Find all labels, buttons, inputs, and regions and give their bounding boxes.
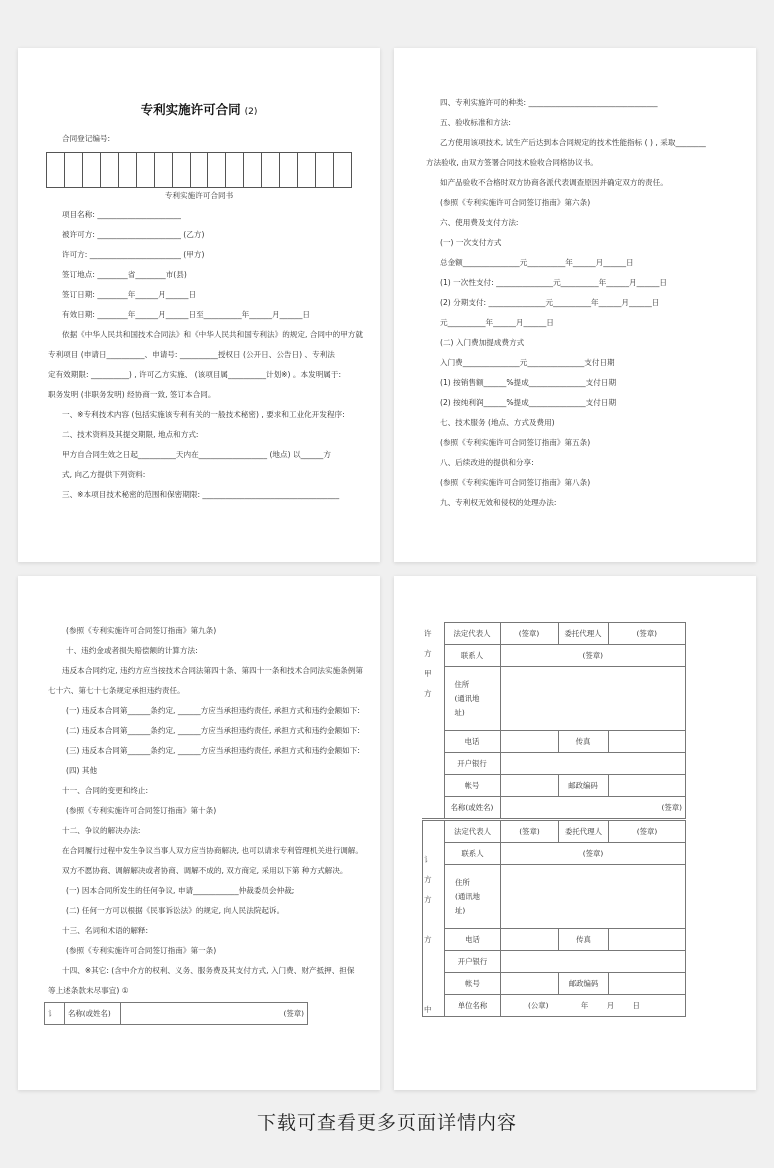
account-label: 帐号: [445, 973, 501, 995]
bank-value: [500, 753, 686, 775]
grid-cell: [101, 153, 119, 187]
text-line: (参照《专利实施许可合同签订指南》第九条): [66, 626, 217, 635]
document-title: [18, 100, 380, 118]
bank-label: 开户银行: [445, 951, 501, 973]
text-line: (参照《专利实施许可合同签订指南》第五条): [440, 438, 591, 447]
download-caption[interactable]: 下载可查看更多页面详情内容: [256, 1112, 517, 1134]
text-line: (三) 违反本合同第______条约定, ______方应当承担违约责任, 承担方式和违约金额如下:: [66, 746, 360, 755]
text-line: 一、※专利技术内容 (包括实施该专利有关的一般技术秘密) , 要求和工业化开发程序:: [62, 410, 345, 419]
text-line: 如产品验收不合格时双方协商各派代表调查原因并确定双方的责任。: [440, 178, 668, 187]
party-a-table: [422, 622, 686, 819]
account-label: 帐号: [444, 775, 500, 797]
grid-cell: [47, 153, 65, 187]
text-line: (2) 按纯利润______%提成_______________支付日期: [440, 398, 617, 407]
fax-label: 传真: [558, 731, 608, 753]
text-line: (参照《专利实施许可合同签订指南》第六条): [440, 198, 591, 207]
text-line: 乙方使用该项技术, 试生产后达到本合同规定的技术性能指标 ( ) , 采取________: [440, 138, 706, 147]
text-line: 七十六、第七十七条规定承担违约责任。: [48, 686, 185, 695]
text-line: (四) 其他: [66, 766, 98, 775]
edge-char: 方: [424, 689, 432, 698]
grid-cell: [173, 153, 191, 187]
text-line: 元__________年______月______日: [440, 318, 554, 327]
bank-value: [501, 951, 686, 973]
rep-seal: (签章): [501, 821, 559, 843]
text-line: (二) 违反本合同第______条约定, ______方应当承担违约责任, 承担方式和违约金额如下:: [66, 726, 360, 735]
grid-cell: [244, 153, 262, 187]
text-line: 三、※本项目技术秘密的范围和保密期限: ____________________________________: [62, 490, 340, 499]
party-b-table: [422, 820, 686, 1017]
postcode-value: [608, 775, 686, 797]
fax-value: [608, 731, 686, 753]
text-line: 等上述条款未尽事宜) ①: [48, 986, 129, 995]
text-line: 签订地点: ________省________市(县): [62, 270, 187, 279]
contact-label: 联系人: [444, 645, 500, 667]
text-line: 十三、名词和术语的解释:: [62, 926, 149, 935]
text-line: 定有效期限: __________) , 许可乙方实施、 (该项目属__________计划※) 。本发明属于:: [48, 370, 342, 379]
grid-cell: [298, 153, 316, 187]
grid-cell: [155, 153, 173, 187]
seal-label: (签章): [121, 1003, 308, 1025]
text-line: 职务发明 (非职务发明) 经协商一致, 签订本合同。: [48, 390, 216, 399]
text-line: 四、专利实施许可的种类: __________________________________: [440, 98, 658, 107]
phone-value: [500, 731, 558, 753]
reg-no-label: 合同登记编号:: [62, 134, 111, 143]
text-line: 签订日期: ________年______月______日: [62, 290, 197, 299]
title-subtitle: (2): [244, 107, 258, 117]
text-line: 有效日期: ________年______月______日至__________年______月______日: [62, 310, 310, 319]
text-line: 十一、合同的变更和终止:: [62, 786, 149, 795]
rep-label: 法定代表人: [444, 623, 500, 645]
account-value: [501, 973, 559, 995]
account-value: [500, 775, 558, 797]
document-page-4: [394, 576, 756, 1090]
text-line: 五、验收标准和方法:: [440, 118, 511, 127]
text-line: (一) 违反本合同第______条约定, ______方应当承担违约责任, 承担方式和违约金额如下:: [66, 706, 360, 715]
text-line: 被许可方: ______________________ (乙方): [62, 230, 205, 239]
address-label: 住所 (通讯地 址): [444, 667, 500, 731]
table-edge-char: 讠: [45, 1003, 65, 1025]
postcode-label: 邮政编码: [558, 775, 608, 797]
grid-cell: [119, 153, 137, 187]
grid-cell: [208, 153, 226, 187]
grid-cell: [65, 153, 83, 187]
text-line: 八、后续改进的提供和分享:: [440, 458, 534, 467]
text-line: 方法验收, 由双方签署合同技术验收合同格协议书。: [426, 158, 598, 167]
text-line: 二、技术资料及其提交期限, 地点和方式:: [62, 430, 199, 439]
text-line: 许可方: ________________________ (甲方): [62, 250, 205, 259]
text-line: (参照《专利实施许可合同签订指南》第一条): [66, 946, 217, 955]
edge-char: 许: [424, 629, 432, 638]
edge-char: 讠: [424, 855, 432, 864]
book-title: 专利实施许可合同书: [164, 191, 234, 200]
year-label: 年: [580, 1001, 589, 1010]
reg-no-grid: [46, 152, 352, 188]
text-line: 甲方自合同生效之日起__________天内在__________________ (地点) 以______方: [62, 450, 331, 459]
edge-char: 方: [424, 895, 432, 904]
agent-seal: (签章): [608, 623, 686, 645]
text-line: (一) 一次支付方式: [440, 238, 502, 247]
edge-char: 中: [424, 1005, 432, 1014]
document-page-2: [394, 48, 756, 562]
text-line: 十四、※其它: (含中介方的权利、义务、服务费及其支付方式, 入门费、财产抵押、担保: [62, 966, 355, 975]
address-value: [500, 667, 686, 731]
name-label: 名称(或姓名): [65, 1003, 121, 1025]
grid-cell: [83, 153, 101, 187]
fax-value: [609, 929, 686, 951]
edge-char: 甲: [424, 669, 432, 678]
text-line: 七、技术服务 (地点、方式及费用): [440, 418, 555, 427]
unit-seal-date: [501, 995, 686, 1017]
address-value: [501, 865, 686, 929]
text-line: 双方不愿协商、调解解决或者协商、调解不成的, 双方商定, 采用以下第 种方式解决。: [62, 866, 348, 875]
text-line: (二) 任何一方可以根据《民事诉讼法》的规定, 向人民法院起诉。: [66, 906, 285, 915]
document-page-1: [18, 48, 380, 562]
text-line: 式, 向乙方提供下列资料:: [62, 470, 146, 479]
agent-label: 委托代理人: [558, 623, 608, 645]
text-line: 入门费_______________元_______________支付日期: [440, 358, 615, 367]
edge-cell: [423, 821, 445, 1017]
text-line: 九、专利权无效和侵权的处理办法:: [440, 498, 557, 507]
grid-cell: [316, 153, 334, 187]
grid-cell: [334, 153, 351, 187]
text-line: (参照《专利实施许可合同签订指南》第八条): [440, 478, 591, 487]
text-line: 项目名称: ______________________: [62, 210, 181, 219]
text-line: 在合同履行过程中发生争议当事人双方应当协商解决, 也可以请求专利管理机关进行调解。: [62, 846, 363, 855]
document-page-3: [18, 576, 380, 1090]
rep-seal: (签章): [500, 623, 558, 645]
text-line: (1) 一次性支付: _______________元__________年______月______日: [440, 278, 667, 287]
text-line: (1) 按销售额______%提成_______________支付日期: [440, 378, 617, 387]
text-line: 专利项目 (申请日__________、申请号: __________授权日 (公开日、公告日) 、专利法: [48, 350, 335, 359]
phone-label: 电话: [444, 731, 500, 753]
agent-label: 委托代理人: [559, 821, 609, 843]
month-label: 月: [606, 1001, 615, 1010]
grid-cell: [262, 153, 280, 187]
contact-seal: (签章): [501, 843, 686, 865]
agent-seal: (签章): [609, 821, 686, 843]
signature-table: [44, 1002, 308, 1025]
edge-cell: [422, 623, 444, 819]
text-line: (二) 入门费加提成费方式: [440, 338, 525, 347]
name-label: 名称(或姓名): [444, 797, 500, 819]
grid-cell: [280, 153, 298, 187]
unit-label: 单位名称: [445, 995, 501, 1017]
grid-cell: [137, 153, 155, 187]
grid-cell: [191, 153, 209, 187]
contact-label: 联系人: [445, 843, 501, 865]
day-label: 日: [632, 1001, 640, 1010]
text-line: (一) 因本合同所发生的任何争议, 申请____________仲裁委员会仲裁;: [66, 886, 295, 895]
postcode-value: [609, 973, 686, 995]
text-line: 总金额_______________元__________年______月______日: [440, 258, 634, 267]
edge-char: 方: [424, 935, 432, 944]
unit-seal: (公章): [528, 1001, 549, 1010]
text-line: (参照《专利实施许可合同签订指南》第十条): [66, 806, 217, 815]
phone-value: [501, 929, 559, 951]
text-line: 十二、争议的解决办法:: [62, 826, 141, 835]
rep-label: 法定代表人: [445, 821, 501, 843]
address-label: 住所 (通讯地 址): [445, 865, 501, 929]
text-line: (2) 分期支付: _______________元__________年______月______日: [440, 298, 660, 307]
postcode-label: 邮政编码: [559, 973, 609, 995]
phone-label: 电话: [445, 929, 501, 951]
name-seal: (签章): [500, 797, 686, 819]
edge-char: 方: [424, 875, 432, 884]
grid-cell: [226, 153, 244, 187]
title-text: 专利实施许可合同: [140, 102, 241, 117]
fax-label: 传真: [559, 929, 609, 951]
edge-char: 方: [424, 649, 432, 658]
text-line: 六、使用费及支付方法:: [440, 218, 519, 227]
text-line: 违反本合同约定, 违约方应当按技术合同法第四十条、第四十一条和技术合同法实施条例第: [62, 666, 363, 675]
text-line: 十、违约金或者损失赔偿额的计算方法:: [66, 646, 198, 655]
contact-seal: (签章): [500, 645, 686, 667]
bank-label: 开户银行: [444, 753, 500, 775]
text-line: 依据《中华人民共和国技术合同法》和《中华人民共和国专利法》的规定, 合同中的甲方就: [62, 330, 363, 339]
